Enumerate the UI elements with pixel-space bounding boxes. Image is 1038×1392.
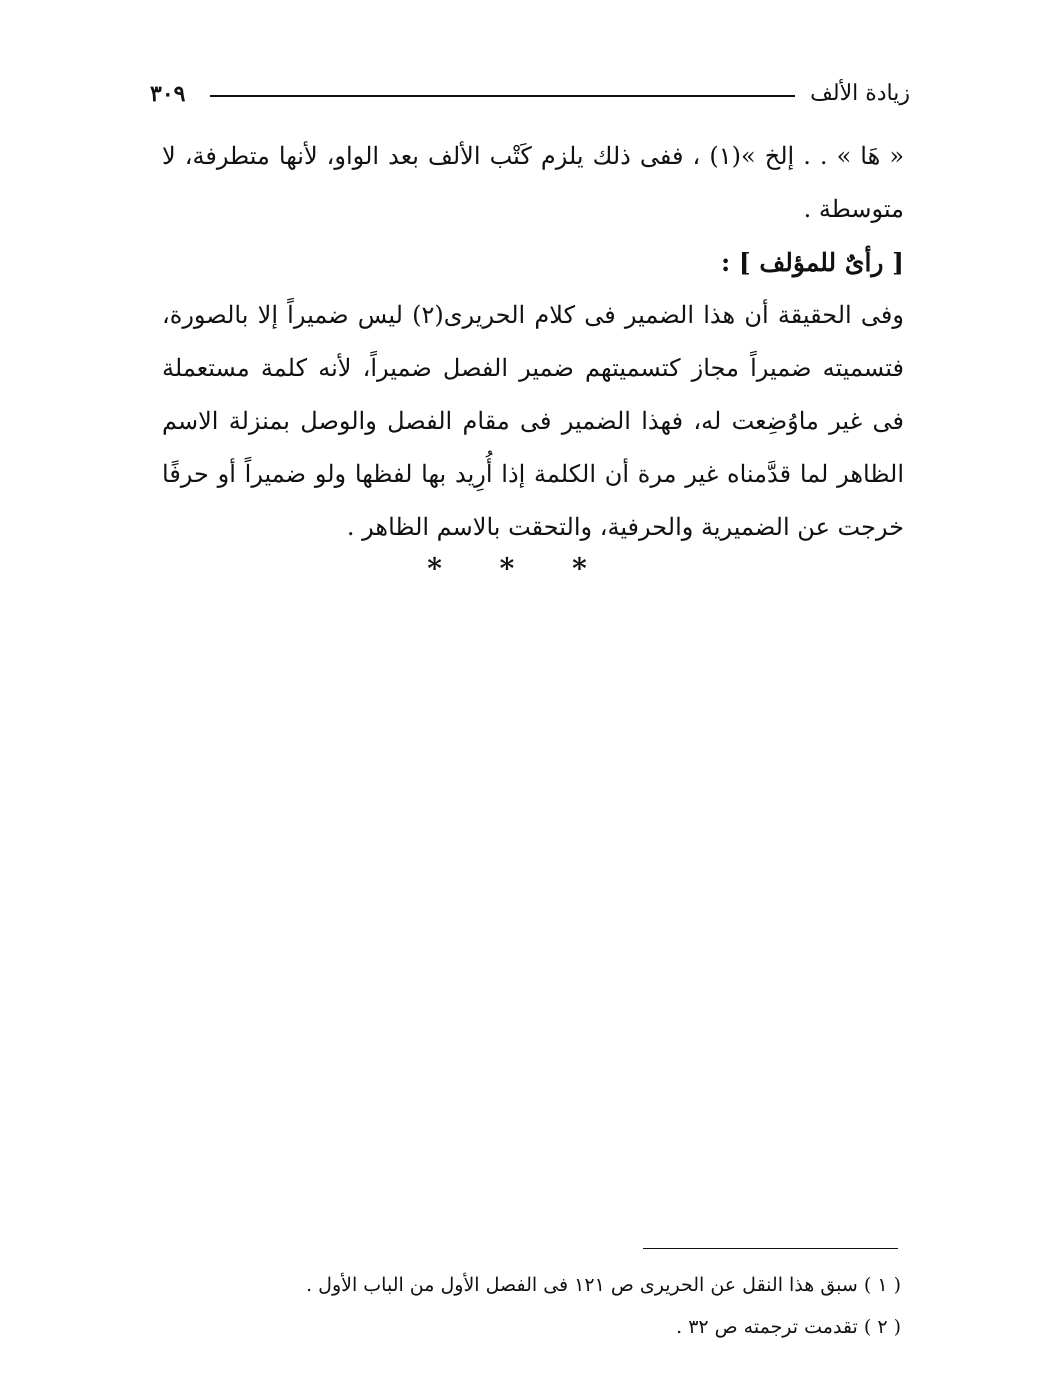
chapter-title: زيادة الألف [810,81,910,106]
text-line: فتسميته ضميراً مجاز كتسميتهم ضمير الفصل ضميراً، لأنه كلمة مستعملة [162,354,904,382]
text-line: « هَا » . . إلخ »(١) ، ففى ذلك يلزم كَتْب الألف بعد الواو، لأنها متطرفة، لا [162,142,904,170]
text-line: فى غير ماوُضِعت له، فهذا الضمير فى مقام الفصل والوصل بمنزلة الاسم [162,407,904,435]
text-line: خرجت عن الضميرية والحرفية، والتحقت بالاسم الظاهر . [346,513,904,541]
footnotes [201,1264,901,1348]
main-text [162,130,904,554]
footnote-2: ( ٢ ) تقدمت ترجمته ص ٣٢ . [676,1316,901,1338]
footnote-1: ( ١ ) سبق هذا النقل عن الحريرى ص ١٢١ فى الفصل الأول من الباب الأول . [306,1274,901,1296]
running-header [150,78,910,110]
text-line: الظاهر لما قدَّمناه غير مرة أن الكلمة إذا أُرِيد بها لفظها ولو ضميراً أو حرفًا [162,460,904,488]
text-line: وفى الحقيقة أن هذا الضمير فى كلام الحريرى(٢) ليس ضميراً إلا بالصورة، [162,301,904,329]
footnote-rule [643,1248,898,1249]
page-number: ٣٠٩ [150,81,186,107]
header-rule [210,95,795,97]
section-separator: * * * [427,552,611,585]
section-heading: [ رأىٌ للمؤلف ] : [720,248,904,277]
text-line: متوسطة . [803,195,904,223]
